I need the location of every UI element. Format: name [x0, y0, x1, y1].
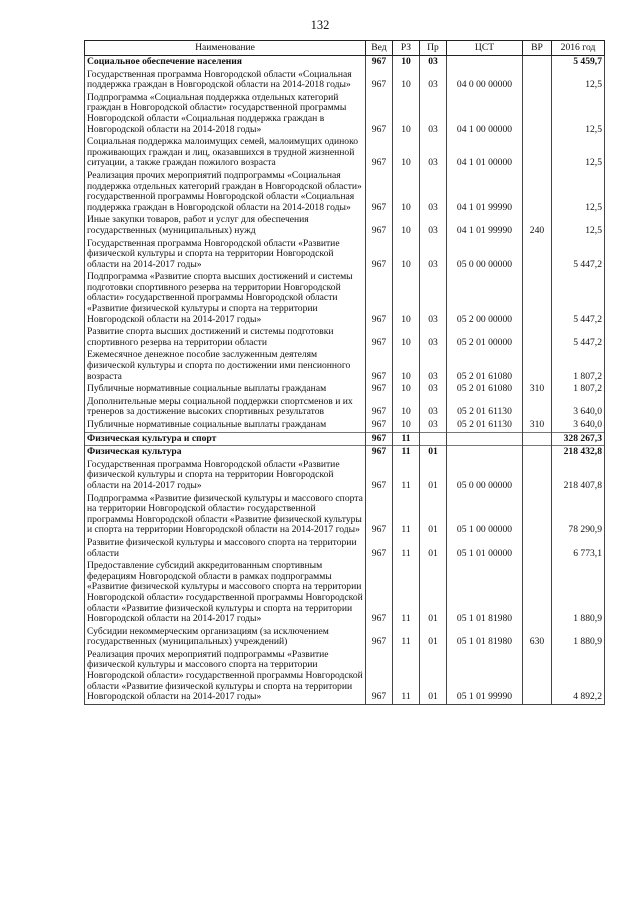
cell-pr: 03 — [420, 271, 447, 326]
cell-amount: 218 407,8 — [552, 459, 605, 493]
cell-vr — [523, 349, 552, 383]
cell-name: Дополнительные меры социальной поддержки спортсменов и их тренеров за достижение высоких спортивных результатов — [85, 396, 366, 419]
cell-name: Субсидии некоммерческим организациям (за исключением государственных (муниципальных) учреждений) — [85, 626, 366, 649]
cell-amount: 12,5 — [552, 214, 605, 237]
cell-pr: 01 — [420, 649, 447, 704]
cell-vr — [523, 493, 552, 537]
cell-amount: 1 807,2 — [552, 383, 605, 396]
cell-ved: 967 — [366, 69, 393, 92]
cell-ved: 967 — [366, 170, 393, 214]
cell-cst: 05 2 01 00000 — [447, 326, 523, 349]
table-row — [85, 214, 605, 237]
cell-vr — [523, 136, 552, 170]
cell-vr — [523, 446, 552, 459]
cell-amount: 3 640,0 — [552, 419, 605, 432]
cell-vr — [523, 459, 552, 493]
cell-name: Физическая культура — [85, 446, 366, 459]
cell-name: Предоставление субсидий аккредитованным спортивным федерациям Новгородской области в рамках подпрограммы «Развитие физической культуры и массового спорта на территории Новгородской области» государственной программы Новгородской области «Развитие физической культуры и спорта на территории Новгородской области на 2014-2017 годы» — [85, 560, 366, 626]
cell-cst: 04 1 01 00000 — [447, 136, 523, 170]
cell-pr: 03 — [420, 69, 447, 92]
cell-pr: 03 — [420, 170, 447, 214]
cell-amount: 218 432,8 — [552, 446, 605, 459]
cell-rz: 11 — [393, 626, 420, 649]
table-row — [85, 459, 605, 493]
cell-pr: 03 — [420, 419, 447, 432]
cell-ved: 967 — [366, 214, 393, 237]
cell-ved: 967 — [366, 649, 393, 704]
cell-amount: 1 880,9 — [552, 626, 605, 649]
cell-amount: 12,5 — [552, 170, 605, 214]
table-row — [85, 69, 605, 92]
cell-pr: 03 — [420, 92, 447, 136]
cell-vr: 310 — [523, 419, 552, 432]
header-pr: Пр — [420, 41, 447, 56]
table-row — [85, 626, 605, 649]
table-row — [85, 493, 605, 537]
table-row — [85, 136, 605, 170]
cell-vr — [523, 92, 552, 136]
cell-cst: 04 1 01 99990 — [447, 214, 523, 237]
cell-cst: 04 1 01 99990 — [447, 170, 523, 214]
cell-rz: 11 — [393, 649, 420, 704]
cell-pr: 03 — [420, 214, 447, 237]
cell-amount: 3 640,0 — [552, 396, 605, 419]
cell-ved: 967 — [366, 560, 393, 626]
table-row — [85, 537, 605, 560]
cell-cst: 05 2 01 61080 — [447, 349, 523, 383]
cell-vr — [523, 649, 552, 704]
cell-cst: 05 2 01 61080 — [447, 383, 523, 396]
cell-name: Реализация прочих мероприятий подпрограммы «Социальная поддержка отдельных категорий граждан в Новгородской области» государственной программы Новгородской области «Социальная поддержка граждан в Новгородской области на 2014-2018 годы» — [85, 170, 366, 214]
header-ved: Вед — [366, 41, 393, 56]
cell-pr: 03 — [420, 396, 447, 419]
table-row — [85, 170, 605, 214]
cell-vr — [523, 537, 552, 560]
table-row — [85, 419, 605, 432]
cell-pr: 03 — [420, 326, 447, 349]
cell-amount: 5 459,7 — [552, 56, 605, 69]
cell-cst: 05 2 01 61130 — [447, 396, 523, 419]
cell-ved: 967 — [366, 459, 393, 493]
cell-vr — [523, 238, 552, 272]
cell-vr — [523, 396, 552, 419]
cell-amount: 12,5 — [552, 92, 605, 136]
cell-rz: 11 — [393, 537, 420, 560]
table-row — [85, 560, 605, 626]
cell-pr: 03 — [420, 56, 447, 69]
cell-pr: 01 — [420, 560, 447, 626]
cell-vr: 240 — [523, 214, 552, 237]
cell-rz: 11 — [393, 459, 420, 493]
cell-ved: 967 — [366, 136, 393, 170]
table-row — [85, 271, 605, 326]
cell-name: Государственная программа Новгородской области «Социальная поддержка граждан в Новгородской области на 2014-2018 годы» — [85, 69, 366, 92]
cell-ved: 967 — [366, 493, 393, 537]
cell-ved: 967 — [366, 238, 393, 272]
cell-ved: 967 — [366, 56, 393, 69]
cell-pr: 03 — [420, 383, 447, 396]
cell-pr: 01 — [420, 459, 447, 493]
cell-name: Подпрограмма «Развитие физической культуры и массового спорта на территории Новгородской области» государственной программы Новгородской области «Развитие физической культуры и спорта на территории Новгородской области на 2014-2017 годы» — [85, 493, 366, 537]
cell-rz: 10 — [393, 271, 420, 326]
cell-amount: 5 447,2 — [552, 271, 605, 326]
cell-cst: 04 0 00 00000 — [447, 69, 523, 92]
cell-ved: 967 — [366, 349, 393, 383]
cell-amount: 12,5 — [552, 136, 605, 170]
cell-rz: 10 — [393, 56, 420, 69]
table-row — [85, 349, 605, 383]
cell-cst: 05 1 01 99990 — [447, 649, 523, 704]
cell-cst: 05 2 00 00000 — [447, 271, 523, 326]
cell-amount: 12,5 — [552, 69, 605, 92]
cell-vr — [523, 170, 552, 214]
cell-ved: 967 — [366, 432, 393, 446]
cell-pr: 01 — [420, 537, 447, 560]
page-number: 132 — [310, 18, 330, 32]
cell-ved: 967 — [366, 396, 393, 419]
cell-pr: 01 — [420, 626, 447, 649]
cell-name: Ежемесячное денежное пособие заслуженным деятелям физической культуры и спорта по достижении ими пенсионного возраста — [85, 349, 366, 383]
cell-rz: 11 — [393, 446, 420, 459]
cell-ved: 967 — [366, 92, 393, 136]
header-rz: РЗ — [393, 41, 420, 56]
table-row — [85, 238, 605, 272]
cell-cst: 05 1 01 81980 — [447, 626, 523, 649]
cell-vr: 310 — [523, 383, 552, 396]
cell-amount: 78 290,9 — [552, 493, 605, 537]
cell-pr: 01 — [420, 446, 447, 459]
cell-amount: 328 267,3 — [552, 432, 605, 446]
cell-cst: 04 1 00 00000 — [447, 92, 523, 136]
cell-vr — [523, 69, 552, 92]
cell-ved: 967 — [366, 419, 393, 432]
header-vr: ВР — [523, 41, 552, 56]
table-row — [85, 649, 605, 704]
cell-rz: 10 — [393, 238, 420, 272]
cell-name: Реализация прочих мероприятий подпрограммы «Развитие физической культуры и массового спорта на территории Новгородской области» государственной программы Новгородской области «Развитие физической культуры и спорта на территории Новгородской области на 2014-2017 годы» — [85, 649, 366, 704]
cell-ved: 967 — [366, 271, 393, 326]
table-row — [85, 432, 605, 446]
table-row — [85, 56, 605, 69]
cell-rz: 11 — [393, 432, 420, 446]
table-row — [85, 326, 605, 349]
cell-amount: 5 447,2 — [552, 326, 605, 349]
cell-rz: 10 — [393, 136, 420, 170]
cell-rz: 10 — [393, 170, 420, 214]
cell-cst: 05 2 01 61130 — [447, 419, 523, 432]
table-row — [85, 396, 605, 419]
cell-cst — [447, 432, 523, 446]
cell-vr — [523, 560, 552, 626]
cell-cst: 05 1 01 00000 — [447, 537, 523, 560]
cell-name: Развитие физической культуры и массового спорта на территории области — [85, 537, 366, 560]
cell-name: Социальное обеспечение населения — [85, 56, 366, 69]
cell-name: Физическая культура и спорт — [85, 432, 366, 446]
cell-pr: 03 — [420, 136, 447, 170]
table-header-row — [85, 41, 605, 56]
cell-cst: 05 0 00 00000 — [447, 238, 523, 272]
cell-pr: 01 — [420, 493, 447, 537]
cell-rz: 11 — [393, 493, 420, 537]
cell-name: Подпрограмма «Развитие спорта высших достижений и системы подготовки спортивного резерва на территории Новгородской области» государственной программы Новгородской области «Развитие физической культуры и спорта на территории Новгородской области на 2014-2017 годы» — [85, 271, 366, 326]
table-row — [85, 383, 605, 396]
cell-rz: 10 — [393, 69, 420, 92]
cell-cst: 05 1 01 81980 — [447, 560, 523, 626]
cell-rz: 10 — [393, 214, 420, 237]
cell-ved: 967 — [366, 537, 393, 560]
cell-ved: 967 — [366, 326, 393, 349]
header-name: Наименование — [85, 41, 366, 56]
header-cst: ЦСТ — [447, 41, 523, 56]
cell-vr — [523, 432, 552, 446]
cell-rz: 10 — [393, 383, 420, 396]
cell-amount: 5 447,2 — [552, 238, 605, 272]
cell-vr — [523, 271, 552, 326]
cell-name: Публичные нормативные социальные выплаты гражданам — [85, 383, 366, 396]
budget-table — [84, 40, 605, 705]
cell-cst: 05 0 00 00000 — [447, 459, 523, 493]
cell-rz: 10 — [393, 396, 420, 419]
cell-name: Государственная программа Новгородской области «Развитие физической культуры и спорта на территории Новгородской области на 2014-2017 годы» — [85, 459, 366, 493]
cell-rz: 10 — [393, 92, 420, 136]
cell-amount: 4 892,2 — [552, 649, 605, 704]
table-row — [85, 92, 605, 136]
cell-cst — [447, 56, 523, 69]
cell-pr: 03 — [420, 238, 447, 272]
cell-rz: 10 — [393, 326, 420, 349]
cell-ved: 967 — [366, 446, 393, 459]
cell-rz: 10 — [393, 349, 420, 383]
cell-name: Подпрограмма «Социальная поддержка отдельных категорий граждан в Новгородской области» государственной программы Новгородской области «Социальная поддержка граждан в Новгородской области на 2014-2018 годы» — [85, 92, 366, 136]
cell-name: Государственная программа Новгородской области «Развитие физической культуры и спорта на территории Новгородской области на 2014-2017 годы» — [85, 238, 366, 272]
cell-pr: 03 — [420, 349, 447, 383]
cell-ved: 967 — [366, 383, 393, 396]
cell-cst — [447, 446, 523, 459]
header-amount: 2016 год — [552, 41, 605, 56]
cell-vr — [523, 326, 552, 349]
cell-name: Публичные нормативные социальные выплаты гражданам — [85, 419, 366, 432]
cell-rz: 10 — [393, 419, 420, 432]
cell-vr: 630 — [523, 626, 552, 649]
cell-vr — [523, 56, 552, 69]
cell-name: Иные закупки товаров, работ и услуг для обеспечения государственных (муниципальных) нужд — [85, 214, 366, 237]
cell-rz: 11 — [393, 560, 420, 626]
cell-ved: 967 — [366, 626, 393, 649]
cell-cst: 05 1 00 00000 — [447, 493, 523, 537]
cell-name: Развитие спорта высших достижений и системы подготовки спортивного резерва на территории области — [85, 326, 366, 349]
cell-amount: 6 773,1 — [552, 537, 605, 560]
cell-amount: 1 880,9 — [552, 560, 605, 626]
cell-pr — [420, 432, 447, 446]
cell-amount: 1 807,2 — [552, 349, 605, 383]
table-row — [85, 446, 605, 459]
cell-name: Социальная поддержка малоимущих семей, малоимущих одиноко проживающих граждан и лиц, оказавшихся в трудной жизненной ситуации, а также граждан пожилого возраста — [85, 136, 366, 170]
